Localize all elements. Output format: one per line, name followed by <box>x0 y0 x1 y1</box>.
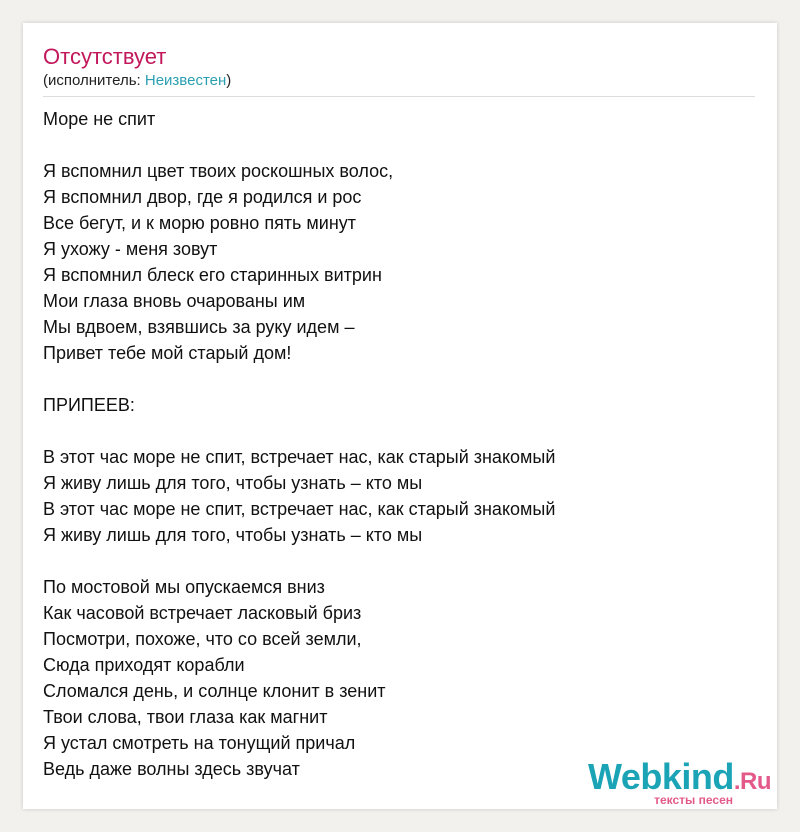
logo-tld: .Ru <box>733 768 771 795</box>
logo-tagline: тексты песен <box>654 793 733 807</box>
webkind-logo[interactable] <box>588 758 771 807</box>
lyric-line: Море не спит <box>43 109 156 129</box>
lyric-line <box>43 366 755 392</box>
lyric-line: Я вспомнил блеск его старинных витрин <box>43 265 382 285</box>
logo-main-text: Webkind <box>587 756 734 797</box>
lyric-line: Мы вдвоем, взявшись за руку идем – <box>43 317 355 337</box>
divider <box>43 96 755 97</box>
lyric-line: Посмотри, похоже, что со всей земли, <box>43 629 362 649</box>
lyric-line: Ведь даже волны здесь звучат <box>43 759 300 779</box>
lyric-line: Сюда приходят корабли <box>43 655 245 675</box>
lyrics-card <box>23 23 777 809</box>
artist-prefix: (исполнитель: <box>43 72 145 89</box>
lyric-line: Я живу лишь для того, чтобы узнать – кто мы <box>43 525 423 545</box>
lyric-line: Мои глаза вновь очарованы им <box>43 291 306 311</box>
lyric-line: Я ухожу - меня зовут <box>43 239 218 259</box>
lyric-line: В этот час море не спит, встречает нас, как старый знакомый <box>43 499 556 519</box>
lyric-line: Я вспомнил цвет твоих роскошных волос, <box>43 161 394 181</box>
lyric-line: Я живу лишь для того, чтобы узнать – кто мы <box>43 473 423 493</box>
artist-link[interactable]: Неизвестен <box>144 72 227 89</box>
lyric-line: Привет тебе мой старый дом! <box>43 343 292 363</box>
song-title: Отсутствует <box>43 44 167 69</box>
lyric-line <box>43 132 755 158</box>
lyrics-body <box>43 106 755 782</box>
lyric-line <box>43 418 755 444</box>
lyric-line: Твои слова, твои глаза как магнит <box>43 707 328 727</box>
lyric-line: По мостовой мы опускаемся вниз <box>43 577 325 597</box>
lyric-line: Как часовой встречает ласковый бриз <box>43 603 362 623</box>
artist-suffix: ) <box>226 72 232 89</box>
lyric-line: Я устал смотреть на тонущий причал <box>43 733 356 753</box>
lyric-line: Все бегут, и к морю ровно пять минут <box>43 213 357 233</box>
lyric-line: Сломался день, и солнце клонит в зенит <box>43 681 386 701</box>
lyric-line <box>43 548 755 574</box>
lyric-line: ПРИПЕЕВ: <box>43 395 135 415</box>
lyric-line: В этот час море не спит, встречает нас, как старый знакомый <box>43 447 556 467</box>
artist-line <box>43 72 231 90</box>
lyric-line: Я вспомнил двор, где я родился и рос <box>43 187 362 207</box>
